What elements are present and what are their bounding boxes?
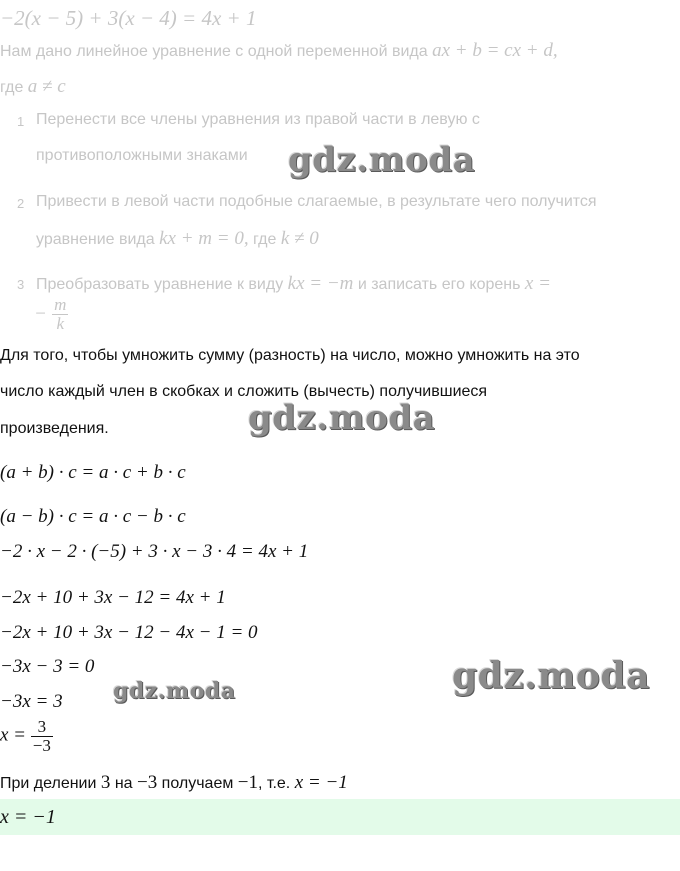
intro-line xyxy=(0,40,558,62)
watermark-logo: gdz.moda xyxy=(113,678,236,704)
step-2-condition: k ≠ 0 xyxy=(280,228,319,249)
answer: x = −1 xyxy=(0,806,56,828)
division-note-c: −1 xyxy=(237,772,259,793)
step-2-text-b1: уравнение вида xyxy=(36,231,160,248)
solution-step-6-fraction xyxy=(31,718,53,755)
step-3-fraction-num: m xyxy=(54,295,67,314)
division-note-a: 3 xyxy=(100,772,111,793)
formula-difference: (a − b) · c = a · c − b · c xyxy=(0,506,186,527)
step-3-minus: − xyxy=(34,303,47,325)
step-2-math: kx + m = 0, xyxy=(159,228,249,249)
solution-step-1: −2 · x − 2 · (−5) + 3 · x − 3 · 4 = 4x + 1 xyxy=(0,541,309,562)
solution-step-6-num: 3 xyxy=(37,717,47,736)
division-note-b: −3 xyxy=(137,772,158,793)
watermark-logo: gdz.moda xyxy=(452,655,650,697)
division-note-t2: на xyxy=(110,775,137,792)
step-2-number: 2 xyxy=(17,196,25,211)
rule-line-2: число каждый член в скобках и сложить (вычесть) получившиеся xyxy=(0,383,488,400)
rule-line-1: Для того, чтобы умножить сумму (разность) на число, можно умножить на это xyxy=(0,347,580,364)
division-note xyxy=(0,772,348,794)
step-3-math-x: x = xyxy=(524,273,551,294)
step-1-text-a: Перенести все члены уравнения из правой части в левую с xyxy=(36,111,480,128)
division-note-t4: , т.е. xyxy=(258,775,295,792)
step-3-text-a2: и записать его корень xyxy=(353,276,525,293)
step-3-fraction-den: k xyxy=(52,314,68,333)
step-3-line-a xyxy=(36,273,551,295)
solution-step-5: −3x = 3 xyxy=(0,691,63,712)
intro-text: Нам дано линейное уравнение с одной переменной вида xyxy=(0,43,433,60)
step-2-text-a: Привести в левой части подобные слагаемые, в результате чего получится xyxy=(36,193,597,210)
solution-step-3: −2x + 10 + 3x − 12 − 4x − 1 = 0 xyxy=(0,622,258,643)
solution-step-6 xyxy=(0,718,53,755)
formula-sum: (a + b) · c = a · c + b · c xyxy=(0,462,186,483)
solution-step-4: −3x − 3 = 0 xyxy=(0,656,95,677)
solution-step-6-den: −3 xyxy=(32,735,51,755)
step-2-text-b2: где xyxy=(248,231,281,248)
rule-line-3: произведения. xyxy=(0,420,109,437)
division-note-t1: При делении xyxy=(0,775,101,792)
watermark-logo: gdz.moda xyxy=(248,398,436,438)
division-note-t3: получаем xyxy=(157,775,238,792)
intro-condition: a ≠ c xyxy=(27,76,66,97)
step-3-root xyxy=(34,296,68,333)
step-1-number: 1 xyxy=(17,114,25,129)
step-3-math: kx = −m xyxy=(287,273,354,294)
header-equation: −2(x − 5) + 3(x − 4) = 4x + 1 xyxy=(0,6,257,30)
division-note-d: x = −1 xyxy=(294,772,348,793)
step-3-fraction xyxy=(52,296,68,333)
watermark-logo: gdz.moda xyxy=(288,140,476,180)
solution-step-2: −2x + 10 + 3x − 12 = 4x + 1 xyxy=(0,587,226,608)
answer-box xyxy=(0,799,680,835)
step-1-text-b: противоположными знаками xyxy=(36,147,248,164)
step-3-text-a1: Преобразовать уравнение к виду xyxy=(36,276,288,293)
step-2-line-b xyxy=(36,228,319,250)
step-3-number: 3 xyxy=(17,277,25,292)
intro-form: ax + b = cx + d, xyxy=(432,40,558,61)
solution-step-6-lhs: x = xyxy=(0,724,27,746)
intro-condition-line xyxy=(0,76,66,98)
intro-where: где xyxy=(0,79,28,96)
